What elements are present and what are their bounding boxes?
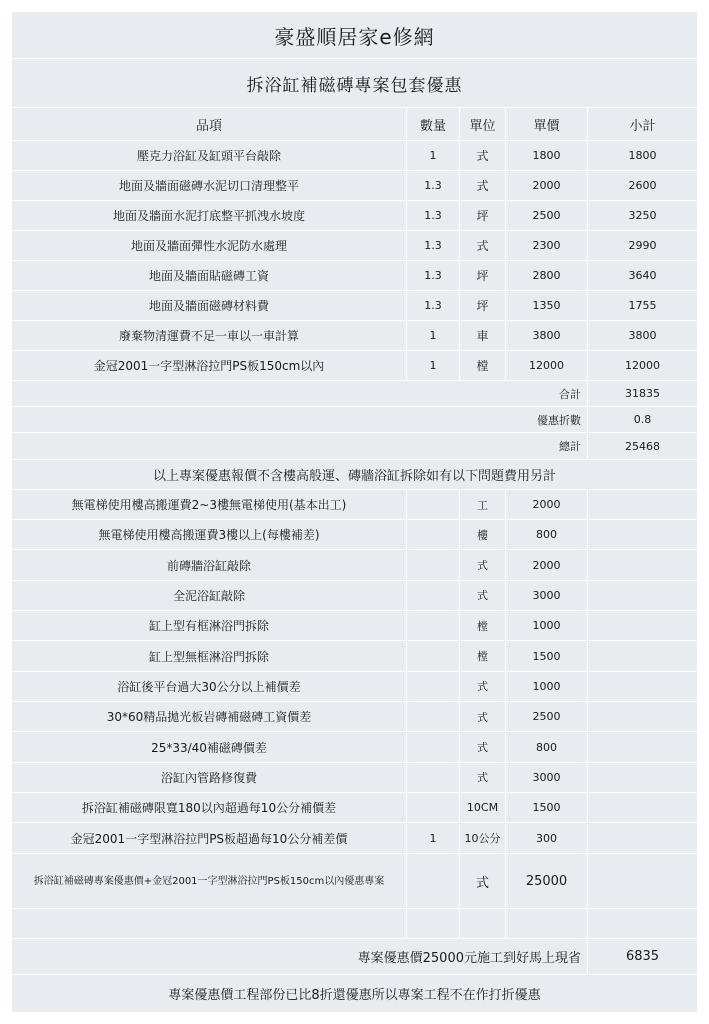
extra-qty — [407, 793, 460, 822]
item-name: 地面及牆面貼磁磚工資 — [12, 261, 407, 290]
extra-name: 無電梯使用樓高搬運費2~3樓無電梯使用(基本出工) — [12, 490, 407, 519]
extra-unit: 式 — [460, 581, 506, 610]
table-row — [12, 672, 697, 702]
savings-row — [12, 939, 697, 975]
table-row — [12, 733, 697, 763]
extra-price: 800 — [506, 733, 588, 762]
table-header — [12, 108, 697, 141]
table-row — [12, 351, 697, 381]
item-name: 壓克力浴缸及缸頭平台敲除 — [12, 141, 407, 170]
table-row — [12, 490, 697, 520]
package-unit: 式 — [460, 854, 506, 908]
extra-subtotal — [588, 824, 697, 853]
header-subtotal: 小計 — [629, 118, 656, 134]
item-unit: 車 — [460, 321, 506, 350]
item-price: 12000 — [506, 351, 588, 380]
item-qty: 1.3 — [407, 261, 460, 290]
extra-unit: 樓 — [460, 520, 506, 549]
extra-name: 前磚牆浴缸敲除 — [12, 551, 407, 580]
extra-subtotal — [588, 763, 697, 792]
extra-subtotal — [588, 702, 697, 731]
extra-qty — [407, 733, 460, 762]
item-price: 2800 — [506, 261, 588, 290]
item-name: 廢棄物清運費不足一車以一車計算 — [12, 321, 407, 350]
item-unit: 式 — [460, 231, 506, 260]
item-unit: 樘 — [460, 351, 506, 380]
item-price: 1350 — [506, 291, 588, 320]
extra-name: 浴缸內管路修復費 — [12, 763, 407, 792]
item-subtotal: 1800 — [628, 149, 657, 162]
extra-price: 3000 — [506, 581, 588, 610]
extra-unit: 式 — [460, 763, 506, 792]
item-qty: 1 — [407, 141, 460, 170]
item-unit: 坪 — [460, 261, 506, 290]
item-name: 地面及牆面磁磚水泥切口清理整平 — [12, 171, 407, 200]
table-row — [12, 201, 697, 231]
item-qty: 1 — [407, 321, 460, 350]
item-price: 2500 — [506, 201, 588, 230]
package-price: 25000 — [506, 854, 588, 908]
table-row — [12, 763, 697, 793]
extra-unit: 樘 — [460, 611, 506, 640]
total-value: 31835 — [625, 387, 660, 400]
totals-row — [12, 381, 697, 407]
extra-name: 25*33/40補磁磚價差 — [12, 733, 407, 762]
extra-qty — [407, 672, 460, 701]
item-qty: 1.3 — [407, 231, 460, 260]
table-row — [12, 291, 697, 321]
item-name: 金冠2001一字型淋浴拉門PS板150cm以內 — [12, 351, 407, 380]
extra-unit: 式 — [460, 551, 506, 580]
title-row — [12, 12, 697, 59]
item-subtotal: 3640 — [628, 269, 657, 282]
item-price: 2000 — [506, 171, 588, 200]
quote-sheet — [12, 12, 697, 1012]
table-row — [12, 611, 697, 641]
extra-name: 無電梯使用樓高搬運費3樓以上(每樓補差) — [12, 520, 407, 549]
table-row — [12, 642, 697, 672]
footer-text: 專案優惠價工程部份已比8折還優惠所以專案工程不在作打折優惠 — [168, 988, 541, 1003]
item-qty: 1.3 — [407, 291, 460, 320]
item-subtotal: 12000 — [625, 359, 660, 372]
item-subtotal: 3800 — [628, 329, 657, 342]
extra-qty — [407, 642, 460, 671]
extra-subtotal — [588, 672, 697, 701]
header-item: 品項 — [12, 108, 407, 140]
extra-price: 2000 — [506, 490, 588, 519]
extra-subtotal — [588, 520, 697, 549]
extra-subtotal — [588, 490, 697, 519]
header-qty: 數量 — [407, 108, 460, 140]
item-unit: 坪 — [460, 291, 506, 320]
item-subtotal: 2600 — [628, 179, 657, 192]
item-subtotal: 1755 — [628, 299, 657, 312]
extra-name: 金冠2001一字型淋浴拉門PS板超過每10公分補差價 — [12, 824, 407, 853]
header-unit: 單位 — [460, 108, 506, 140]
item-price: 1800 — [506, 141, 588, 170]
extra-qty — [407, 520, 460, 549]
table-row — [12, 824, 697, 854]
extra-price: 3000 — [506, 763, 588, 792]
item-name: 地面及牆面彈性水泥防水處理 — [12, 231, 407, 260]
item-qty: 1 — [407, 351, 460, 380]
total-value: 0.8 — [633, 413, 652, 427]
extra-qty — [407, 581, 460, 610]
table-row — [12, 793, 697, 823]
savings-value: 6835 — [625, 949, 660, 964]
item-name: 地面及牆面水泥打底整平抓洩水坡度 — [12, 201, 407, 230]
extra-unit: 式 — [460, 733, 506, 762]
item-price: 3800 — [506, 321, 588, 350]
extra-unit: 10公分 — [460, 824, 506, 853]
note-text: 以上專案優惠報價不含樓高般運、磚牆浴缸拆除如有以下問題費用另計 — [152, 469, 556, 484]
extra-qty — [407, 490, 460, 519]
page-title: 豪盛順居家e修網 — [274, 24, 435, 49]
extra-subtotal — [588, 551, 697, 580]
table-row — [12, 321, 697, 351]
savings-label: 專案優惠價25000元施工到好馬上現省 — [12, 939, 588, 974]
extra-name: 浴缸後平台過大30公分以上補價差 — [12, 672, 407, 701]
extra-price: 1000 — [506, 611, 588, 640]
extra-qty — [407, 702, 460, 731]
extra-qty — [407, 763, 460, 792]
extra-subtotal — [588, 611, 697, 640]
extra-name: 30*60精品拋光板岩磚補磁磚工資價差 — [12, 702, 407, 731]
table-row — [12, 231, 697, 261]
item-qty: 1.3 — [407, 201, 460, 230]
extra-price: 1000 — [506, 672, 588, 701]
extra-qty — [407, 551, 460, 580]
extra-price: 300 — [506, 824, 588, 853]
table-row — [12, 520, 697, 550]
package-row — [12, 854, 697, 909]
package-subtotal — [588, 854, 697, 908]
extra-name: 缸上型無框淋浴門拆除 — [12, 642, 407, 671]
table-row — [12, 581, 697, 611]
subtitle-row — [12, 59, 697, 108]
item-unit: 式 — [460, 171, 506, 200]
total-label: 優惠折數 — [12, 407, 588, 432]
extra-qty: 1 — [407, 824, 460, 853]
table-row — [12, 551, 697, 581]
blank-row — [12, 909, 697, 939]
item-price: 2300 — [506, 231, 588, 260]
note-row — [12, 460, 697, 490]
extra-price: 2000 — [506, 551, 588, 580]
totals-row — [12, 407, 697, 433]
package-qty — [407, 854, 460, 908]
item-name: 地面及牆面磁磚材料費 — [12, 291, 407, 320]
item-subtotal: 3250 — [628, 209, 657, 222]
extra-price: 2500 — [506, 702, 588, 731]
extra-unit: 10CM — [460, 793, 506, 822]
totals-row — [12, 434, 697, 460]
extra-unit: 樘 — [460, 642, 506, 671]
table-row — [12, 171, 697, 201]
total-value: 25468 — [625, 439, 660, 453]
extra-subtotal — [588, 581, 697, 610]
extra-unit: 工 — [460, 490, 506, 519]
extra-name: 拆浴缸補磁磚限寬180以內超過每10公分補價差 — [12, 793, 407, 822]
item-unit: 式 — [460, 141, 506, 170]
item-subtotal: 2990 — [628, 239, 657, 252]
extra-subtotal — [588, 793, 697, 822]
extra-unit: 式 — [460, 702, 506, 731]
extra-price: 800 — [506, 520, 588, 549]
total-label: 總計 — [12, 434, 588, 459]
package-name: 拆浴缸補磁磚專案優惠價+金冠2001一字型淋浴拉門PS板150cm以內優惠專案 — [12, 854, 407, 908]
item-unit: 坪 — [460, 201, 506, 230]
table-row — [12, 261, 697, 291]
table-row — [12, 702, 697, 732]
page-subtitle: 拆浴缸補磁磚專案包套優惠 — [246, 75, 463, 96]
table-row — [12, 141, 697, 171]
extra-subtotal — [588, 733, 697, 762]
header-price: 單價 — [506, 108, 588, 140]
item-qty: 1.3 — [407, 171, 460, 200]
total-label: 合計 — [12, 381, 588, 406]
extra-name: 全泥浴缸敲除 — [12, 581, 407, 610]
extra-subtotal — [588, 642, 697, 671]
footer-row — [12, 975, 697, 1012]
extra-price: 1500 — [506, 642, 588, 671]
extra-qty — [407, 611, 460, 640]
extra-price: 1500 — [506, 793, 588, 822]
extra-unit: 式 — [460, 672, 506, 701]
extra-name: 缸上型有框淋浴門拆除 — [12, 611, 407, 640]
